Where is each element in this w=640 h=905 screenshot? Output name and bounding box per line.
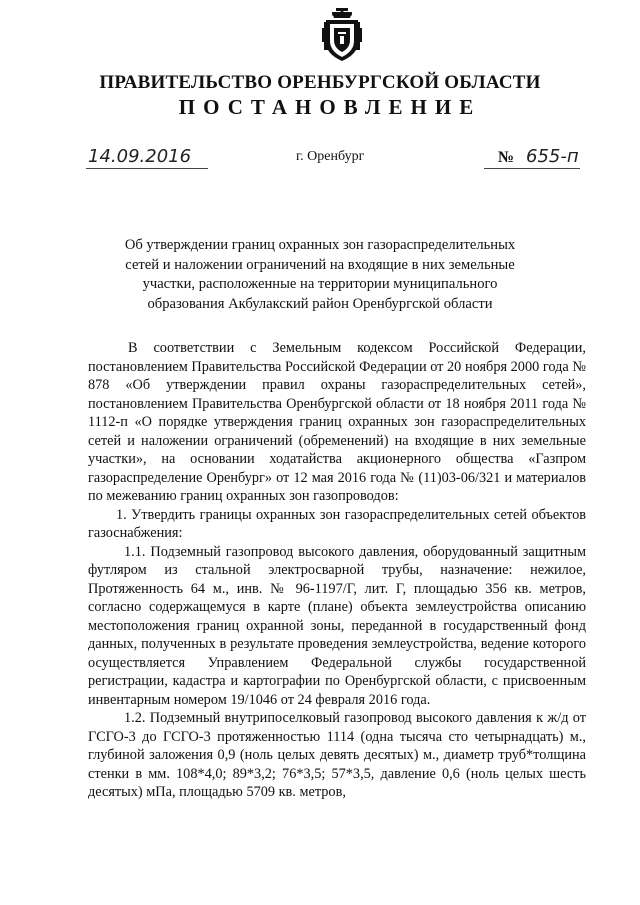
coat-of-arms-icon: [322, 8, 362, 62]
document-date: 14.09.2016: [86, 146, 208, 169]
document-city: г. Оренбург: [296, 149, 365, 164]
document-number-field: [484, 146, 580, 169]
document-type-title: ПОСТАНОВЛЕНИЕ: [178, 95, 482, 119]
document-body: [88, 339, 586, 802]
organization-title: ПРАВИТЕЛЬСТВО ОРЕНБУРГСКОЙ ОБЛАСТИ: [99, 72, 541, 93]
clause-1: 1. Утвердить границы охранных зон газораспределительных сетей объектов газоснабжения:: [88, 506, 586, 541]
clause-1-1: 1.1. Подземный газопровод высокого давления, оборудованный защитным футляром из стальной электросварной трубы, назначение: нежилое, Протяженность 64 м., инв. № 96-1197/Г, лит. Г, площадью 356 кв. метров, согласно содержащемуся в карте (плане) объекта землеустройства описанию местоположения границ охранной зоны, переданной в государственный фонд данных, полученных в результате проведения землеустройства, ведение которого осуществляется Управлением Федеральной службы государственной регистрации, кадастра и картографии по Оренбургской области, с присвоенным инвентарным номером 19/1046 от 24 февраля 2016 года.: [88, 543, 586, 708]
document-subject: Об утверждении границ охранных зон газораспределительных сетей и наложении ограничений на входящие в них земельные участки, расположенные на территории муниципального образования Акбулакский район Оренбургской области: [124, 237, 516, 312]
clause-1-2: 1.2. Подземный внутрипоселковый газопровод высокого давления к ж/д от ГСГО-3 до ГСГО-3 протяженностью 1114 (одна тысяча сто четырнадцать) м., глубиной заложения 0,9 (ноль целых девять десятых) м., диаметр труб*толщина стенки в мм. 108*4,0; 89*3,2; 76*3,5; 57*3,5, давление 0,6 (ноль целых шесть десятых) мПа, площадью 5709 кв. метров,: [88, 710, 586, 800]
number-sign: №: [498, 149, 515, 166]
preamble-paragraph: В соответствии с Земельным кодексом Российской Федерации, постановлением Правительства Российской Федерации от 20 ноября 2000 года № 878 «Об утверждении правил охраны газораспределительных сетей», постановлением Правительства Оренбургской области от 18 ноября 2011 года № 1112-п «О порядке утверждения границ охранных зон газораспределительных сетей и наложении ограничений (обременений) на входящие в них земельные участки», на основании ходатайства акционерного общества «Газпром газораспределение Оренбург» от 12 мая 2016 года № (11)03-06/321 и материалов по межеванию границ охранных зон газопроводов:: [88, 340, 586, 504]
document-number: 655-п: [526, 146, 579, 167]
